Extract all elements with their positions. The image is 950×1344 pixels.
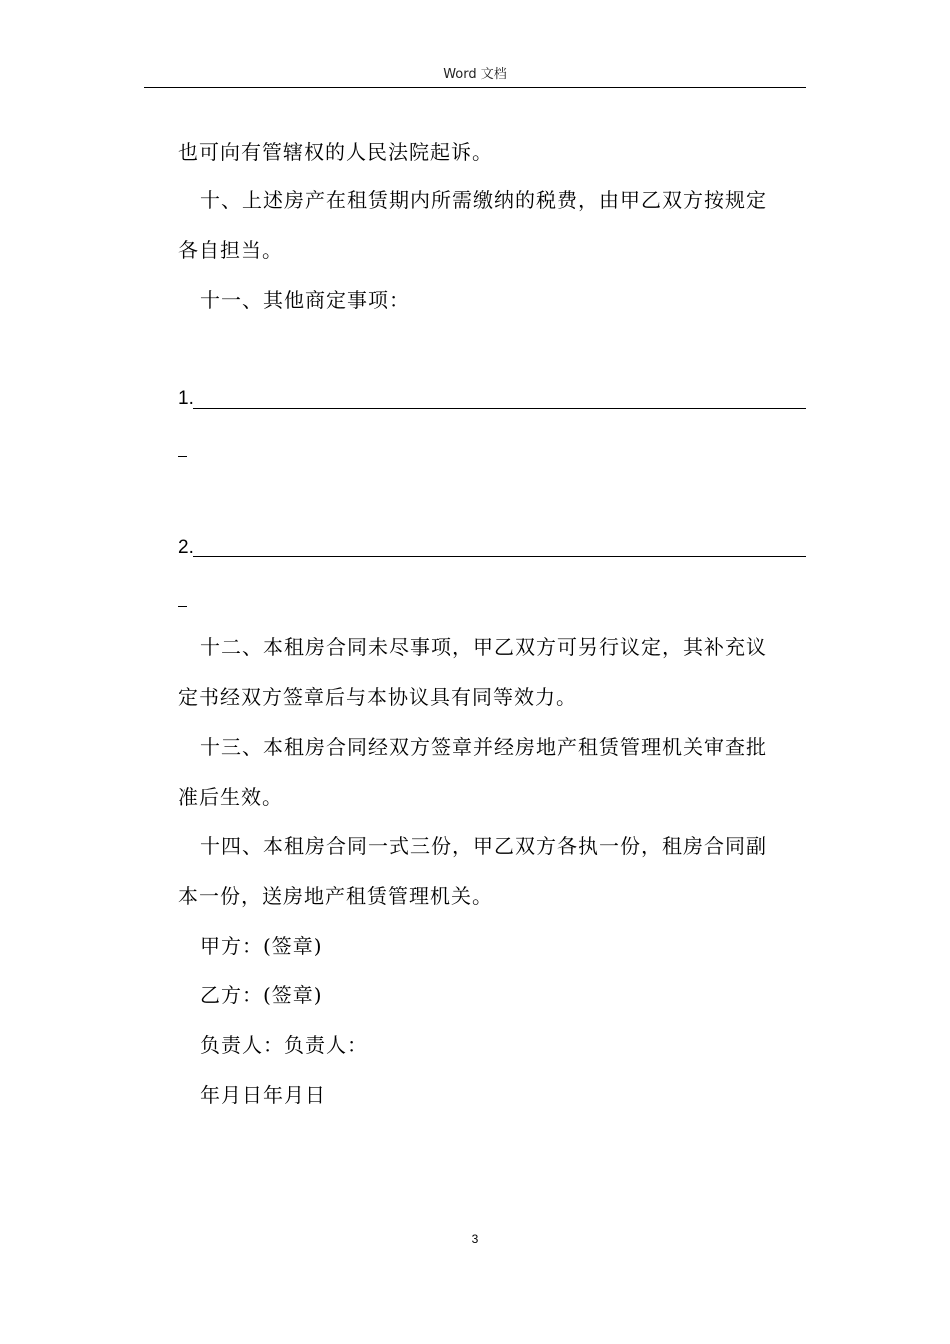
- signature-responsible-persons: 负责人：负责人：: [200, 1033, 368, 1057]
- paragraph-line: 也可向有管辖权的人民法院起诉。: [178, 140, 493, 164]
- paragraph-line: 准后生效。: [178, 785, 283, 809]
- blank-item-label: 2.: [178, 537, 194, 558]
- paragraph-line: 十二、本租房合同未尽事项，甲乙双方可另行议定，其补充议: [200, 635, 767, 659]
- paragraph-line: 十一、其他商定事项：: [200, 288, 410, 312]
- paragraph-line: 本一份，送房地产租赁管理机关。: [178, 884, 493, 908]
- signature-party-a: 甲方：(签章): [200, 934, 323, 958]
- header-title: Word 文档: [443, 67, 507, 82]
- paragraph-line: 各自担当。: [178, 238, 283, 262]
- paragraph-line: 十、上述房产在租赁期内所需缴纳的税费，由甲乙双方按规定: [200, 188, 767, 212]
- blank-fill-line: [193, 408, 806, 409]
- header-rule: [144, 87, 806, 88]
- signature-dates: 年月日年月日: [200, 1083, 326, 1107]
- paragraph-line: 十四、本租房合同一式三份，甲乙双方各执一份，租房合同副: [200, 834, 767, 858]
- paragraph-line: 定书经双方签章后与本协议具有同等效力。: [178, 685, 577, 709]
- blank-fill-continuation: [178, 456, 187, 457]
- blank-fill-continuation: [178, 606, 187, 607]
- blank-fill-line: [193, 556, 806, 557]
- signature-party-b: 乙方：(签章): [200, 983, 323, 1007]
- paragraph-line: 十三、本租房合同经双方签章并经房地产租赁管理机关审查批: [200, 735, 767, 759]
- blank-item-label: 1.: [178, 388, 194, 409]
- page-number: 3: [471, 1232, 479, 1246]
